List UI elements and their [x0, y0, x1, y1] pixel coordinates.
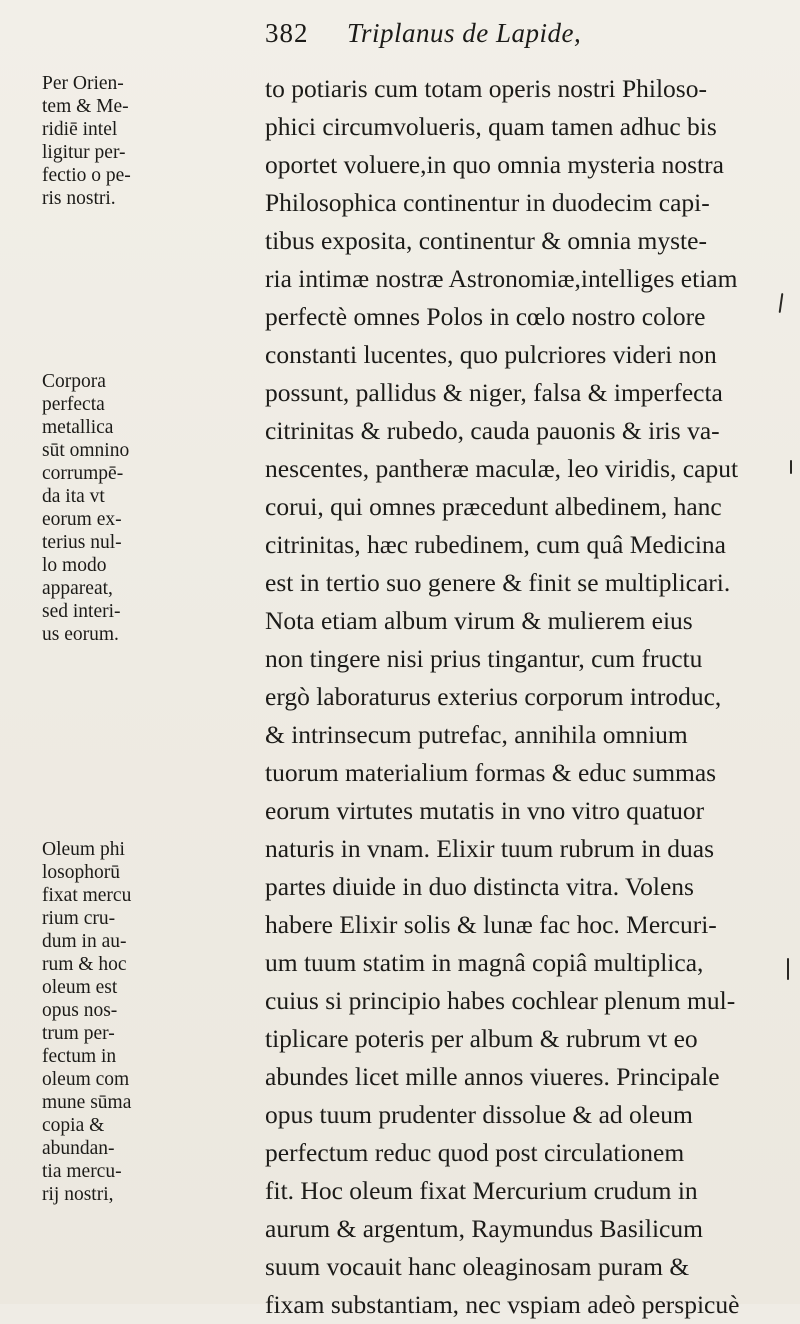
text-line: to potiaris cum totam operis nostri Philoso-: [265, 74, 707, 103]
marginal-line: oleum est: [42, 977, 118, 998]
text-line: tuorum materialium formas & educ summas: [265, 758, 717, 787]
marginal-line: eorum ex-: [42, 509, 122, 530]
marginal-line: rij nostri,: [42, 1184, 114, 1205]
marginal-line: copia &: [42, 1115, 105, 1136]
marginal-line: Oleum phi: [42, 839, 125, 860]
marginal-line: metallica: [42, 417, 114, 438]
marginal-line: oleum com: [42, 1069, 130, 1090]
text-line: opus tuum prudenter dissolue & ad oleum: [265, 1100, 693, 1129]
marginal-line: abundan-: [42, 1138, 115, 1159]
ink-mark: [790, 460, 792, 474]
marginal-line: Per Orien-: [42, 73, 124, 94]
text-line: Philosophica continentur in duodecim capi-: [265, 188, 710, 217]
text-line: possunt, pallidus & niger, falsa & imperfecta: [265, 378, 723, 407]
marginal-line: losophorū: [42, 862, 120, 883]
text-line: perfectum reduc quod post circulationem: [265, 1138, 685, 1167]
marginal-note-2: [42, 370, 247, 646]
ink-mark: [787, 958, 789, 980]
marginal-line: ris nostri.: [42, 188, 116, 209]
text-line: suum vocauit hanc oleaginosam puram &: [265, 1252, 690, 1281]
marginal-line: da ita vt: [42, 486, 105, 507]
text-line: oportet voluere,in quo omnia mysteria nostra: [265, 150, 724, 179]
text-line: citrinitas & rubedo, cauda pauonis & iris va-: [265, 416, 720, 445]
page-header: [265, 14, 765, 54]
text-line: non tingere nisi prius tingantur, cum fructu: [265, 644, 703, 673]
text-line: corui, qui omnes præcedunt albedinem, hanc: [265, 492, 722, 521]
text-line: ergò laboraturus exterius corporum introduc,: [265, 682, 722, 711]
text-line: nescentes, pantheræ maculæ, leo viridis, caput: [265, 454, 739, 483]
marginal-line: ridiē intel: [42, 119, 118, 140]
marginal-line: opus nos-: [42, 1000, 118, 1021]
text-line: naturis in vnam. Elixir tuum rubrum in duas: [265, 834, 715, 863]
text-line: & intrinsecum putrefac, annihila omnium: [265, 720, 688, 749]
marginal-line: tia mercu-: [42, 1161, 122, 1182]
text-line: tiplicare poteris per album & rubrum vt eo: [265, 1024, 698, 1053]
marginal-line: fectio o pe-: [42, 165, 131, 186]
marginal-note-1: [42, 72, 247, 210]
marginal-line: ligitur per-: [42, 142, 126, 163]
marginal-line: Corpora: [42, 371, 106, 392]
text-line: phici circumvolueris, quam tamen adhuc bis: [265, 112, 717, 141]
marginal-line: rium cru-: [42, 908, 116, 929]
text-line: perfectè omnes Polos in cœlo nostro colore: [265, 302, 706, 331]
text-line: ria intimæ nostræ Astronomiæ,intelliges etiam: [265, 264, 738, 293]
marginal-line: sūt omnino: [42, 440, 130, 461]
text-line: eorum virtutes mutatis in vno vitro quatuor: [265, 796, 705, 825]
text-line: aurum & argentum, Raymundus Basilicum: [265, 1214, 703, 1243]
text-line: Nota etiam album virum & mulierem eius: [265, 606, 693, 635]
marginal-line: mune sūma: [42, 1092, 132, 1113]
marginal-line: fixat mercu: [42, 885, 132, 906]
marginal-line: dum in au-: [42, 931, 127, 952]
text-line: cuius si principio habes cochlear plenum mul-: [265, 986, 736, 1015]
marginal-line: rum & hoc: [42, 954, 127, 975]
text-line: tibus exposita, continentur & omnia myste-: [265, 226, 707, 255]
text-line: est in tertio suo genere & finit se multiplicari.: [265, 568, 731, 597]
marginal-line: corrumpē-: [42, 463, 124, 484]
text-line: habere Elixir solis & lunæ fac hoc. Mercuri-: [265, 910, 717, 939]
text-line: um tuum statim in magnâ copiâ multiplica,: [265, 948, 704, 977]
main-text-block: [265, 70, 785, 1324]
running-title: Triplanus de Lapide,: [347, 18, 582, 48]
page-number: 382: [265, 18, 309, 48]
marginal-line: sed interi-: [42, 601, 121, 622]
text-line: citrinitas, hæc rubedinem, cum quâ Medicina: [265, 530, 726, 559]
marginal-line: us eorum.: [42, 624, 119, 645]
marginal-line: perfecta: [42, 394, 105, 415]
text-line: constanti lucentes, quo pulcriores videri non: [265, 340, 717, 369]
marginal-line: fectum in: [42, 1046, 117, 1067]
marginal-line: terius nul-: [42, 532, 122, 553]
text-line: fit. Hoc oleum fixat Mercurium crudum in: [265, 1176, 698, 1205]
marginal-line: trum per-: [42, 1023, 115, 1044]
marginal-line: appareat,: [42, 578, 113, 599]
text-line: abundes licet mille annos viueres. Principale: [265, 1062, 720, 1091]
text-line: fixam substantiam, nec vspiam adeò perspicuè: [265, 1290, 740, 1319]
marginal-line: tem & Me-: [42, 96, 129, 117]
text-line: partes diuide in duo distincta vitra. Volens: [265, 872, 694, 901]
marginal-note-3: [42, 838, 247, 1206]
marginal-line: lo modo: [42, 555, 107, 576]
